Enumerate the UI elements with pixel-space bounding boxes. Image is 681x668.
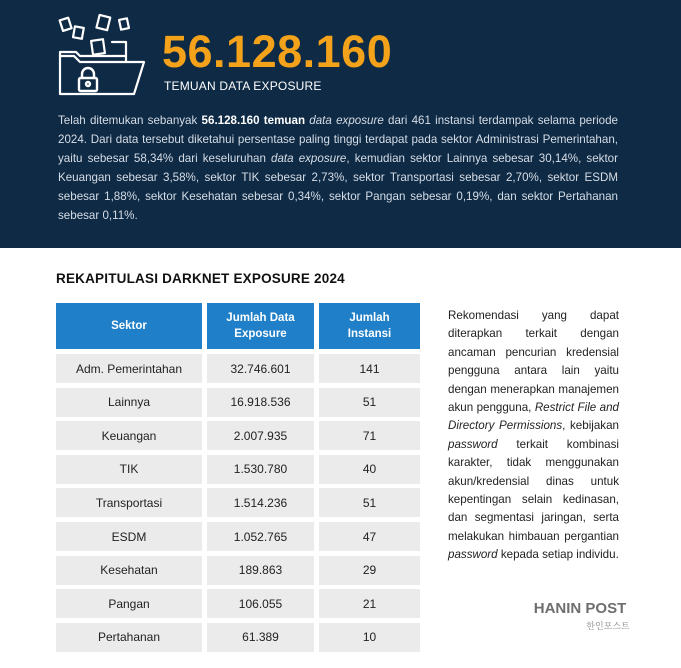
watermark-line2: 한인포스트 [586, 622, 630, 632]
cell-sektor: Kesehatan [56, 556, 202, 585]
cell-jumlah-instansi: 29 [319, 556, 420, 585]
cell-jumlah-data: 2.007.935 [207, 421, 314, 450]
cell-jumlah-data: 189.863 [207, 556, 314, 585]
cell-sektor: Pertahanan [56, 623, 202, 652]
cell-jumlah-data: 61.389 [207, 623, 314, 652]
section-title: REKAPITULASI DARKNET EXPOSURE 2024 [56, 271, 345, 286]
cell-jumlah-instansi: 51 [319, 488, 420, 517]
cell-jumlah-instansi: 21 [319, 589, 420, 618]
cell-jumlah-instansi: 51 [319, 388, 420, 417]
cell-sektor: ESDM [56, 522, 202, 551]
total-exposure-label: TEMUAN DATA EXPOSURE [164, 79, 322, 93]
column-header-jumlah-instansi: Jumlah Instansi [319, 303, 420, 349]
total-exposure-number: 56.128.160 [162, 26, 393, 77]
cell-jumlah-instansi: 10 [319, 623, 420, 652]
cell-sektor: Transportasi [56, 488, 202, 517]
cell-jumlah-instansi: 71 [319, 421, 420, 450]
cell-sektor: Adm. Pemerintahan [56, 354, 202, 383]
folder-lock-icon [52, 12, 152, 102]
cell-sektor: Lainnya [56, 388, 202, 417]
cell-jumlah-data: 1.514.236 [207, 488, 314, 517]
cell-sektor: TIK [56, 455, 202, 484]
summary-paragraph: Telah ditemukan sebanyak 56.128.160 temuan data exposure dari 461 instansi terdampak selama periode 2024. Dari data tersebut diketahui persentase paling tinggi terdapat pada sektor Administrasi Pemerintahan, yaitu sebesar 58,34% dari keseluruhan data exposure, kemudian sektor Lainnya sebesar 30,14%, sektor Keuangan sebesar 3,58%, sektor TIK sebesar 2,73%, sektor Transportasi sebesar 2,70%, sektor ESDM sebesar 1,88%, sektor Kesehatan sebesar 0,34%, sektor Pangan sebesar 0,19%, dan sektor Pertahanan sebesar 0,11%. [58, 114, 618, 222]
watermark-line1: HANIN POST [533, 600, 627, 617]
cell-sektor: Pangan [56, 589, 202, 618]
cell-jumlah-data: 106.055 [207, 589, 314, 618]
cell-jumlah-data: 16.918.536 [207, 388, 314, 417]
cell-jumlah-instansi: 141 [319, 354, 420, 383]
watermark-logo [516, 598, 644, 634]
cell-jumlah-instansi: 40 [319, 455, 420, 484]
recommendation-text: Rekomendasi yang dapat diterapkan terkait dengan ancaman pencurian kredensial pengguna antara lain yaitu dengan menerapkan manajemen akun pengguna, Restrict File and Directory Permissions, kebijakan password terkait kombinasi karakter, tidak menggunakan akun/kredensial dinas untuk kepentingan selain kedinasan, dan segmentasi jaringan, serta melakukan himbauan pergantian password kepada setiap individu. [448, 309, 619, 562]
column-header-jumlah-data: Jumlah Data Exposure [207, 303, 314, 349]
summary-banner [0, 0, 681, 248]
cell-jumlah-data: 1.052.765 [207, 522, 314, 551]
cell-jumlah-data: 1.530.780 [207, 455, 314, 484]
cell-jumlah-instansi: 47 [319, 522, 420, 551]
cell-sektor: Keuangan [56, 421, 202, 450]
cell-jumlah-data: 32.746.601 [207, 354, 314, 383]
column-header-sektor: Sektor [56, 303, 202, 349]
